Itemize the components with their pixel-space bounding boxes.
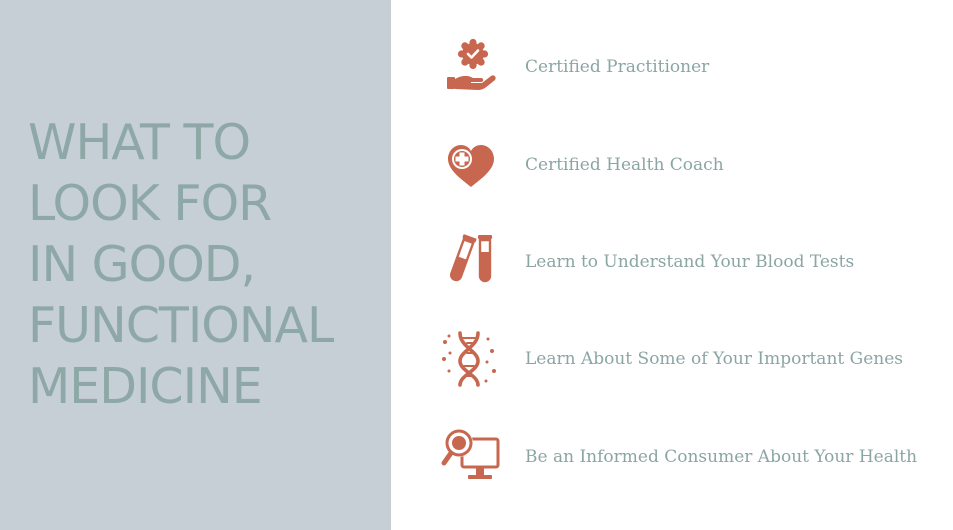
headline [28,112,333,417]
feature-list [440,0,945,530]
headline-line: IN GOOD, [28,236,256,293]
headline-line: LOOK FOR [28,175,272,232]
feature-label: Learn About Some of Your Important Genes [525,349,904,369]
feature-informed-consumer [440,427,945,487]
feature-blood-tests [440,232,945,292]
magnifier-monitor-icon [440,427,502,487]
dna-icon [440,329,502,389]
headline-line: WHAT TO [28,114,251,171]
heart-cross-icon [440,135,502,195]
feature-label: Learn to Understand Your Blood Tests [525,252,855,272]
feature-label: Be an Informed Consumer About Your Health [525,447,918,467]
badge-hand-icon [440,37,502,97]
feature-important-genes [440,329,945,389]
feature-label: Certified Health Coach [525,155,724,175]
headline-line: FUNCTIONAL [28,297,334,354]
feature-label: Certified Practitioner [525,57,710,77]
feature-certified-health-coach [440,135,945,195]
test-tubes-icon [440,232,502,292]
headline-line: MEDICINE [28,358,262,415]
left-panel [0,0,391,530]
feature-certified-practitioner [440,37,945,97]
